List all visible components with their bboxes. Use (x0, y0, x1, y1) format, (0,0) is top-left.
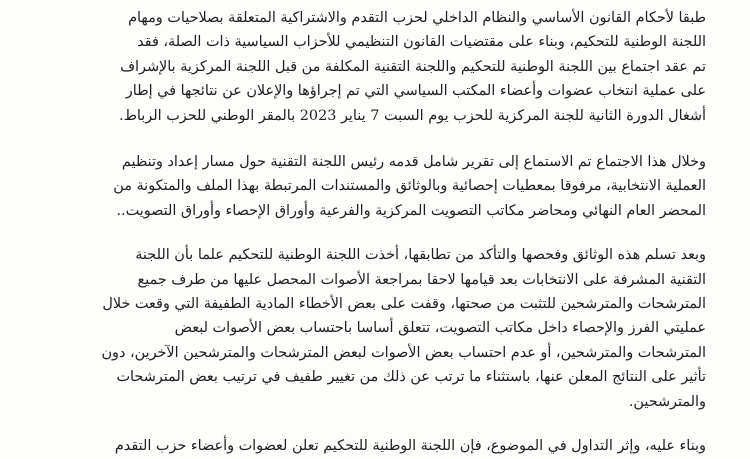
text-line: اللجنة الوطنية للتحكيم، وبناء على مقتضيات القانون التنظيمي للأحزاب السياسية ذات الصلة، فقد (137, 34, 706, 51)
text-line: العملية الانتخابية، مرفوقا بمعطيات إحصائية وبالوثائق والمستندات المرتبطة بهذا الملف والمتكونة من (113, 178, 706, 195)
paragraph-gap (44, 223, 706, 243)
text-line: على عملية انتخاب عضوات وأعضاء المكتب السياسي التي تم إجراؤها والإعلان عن نتائجها في إطار (125, 83, 706, 100)
text-line: وبعد تسلم هذه الوثائق وفحصها والتأكد من تطابقها، أخذت اللجنة الوطنية للتحكيم علما بأن اللجنة (135, 247, 706, 264)
text-line: المحضر العام النهائي ومحاضر مكاتب التصويت المركزية والفرعية وأوراق الإحصاء وأوراق التصويت.. (116, 202, 706, 219)
text-line: وبناء عليه، وإثر التداول في الموضوع، فإن اللجنة الوطنية للتحكيم تعلن لعضوات وأعضاء حزب التقدم (114, 438, 706, 455)
text-line: والمترشحين. (628, 393, 706, 410)
text-line: أشغال الدورة الثانية للجنة المركزية للحزب يوم السبت 7 يناير 2023 بالمقر الوطني للحزب الرباط. (119, 107, 706, 124)
paragraph-2 (44, 150, 706, 223)
text-line: تأثير على النتائج المعلن عنها، باستثناء ما ترتب عن ذلك من تغيير طفيف في ترتيب بعض المترشحات (116, 369, 706, 386)
paragraph-gap (44, 128, 706, 150)
text-line: عمليتي الفرز والإحصاء داخل مكاتب التصويت، تتعلق أساسا باحتساب بعض الأصوات لبعض (174, 320, 706, 337)
text-line: طبقا لأحكام القانون الأساسي والنظام الداخلي لحزب التقدم والاشتراكية المتعلقة بصلاحيات ومهام (128, 10, 706, 26)
paragraph-3 (44, 243, 706, 414)
paragraph-4 (44, 434, 706, 458)
text-line: وخلال هذا الاجتماع تم الاستماع إلى تقرير شامل قدمه رئيس اللجنة التقنية حول مسار إعداد وتنظيم (121, 154, 706, 171)
text-line: تم عقد اجتماع بين اللجنة الوطنية للتحكيم واللجنة التقنية المكلفة من قبل اللجنة المركزية بالإشراف (120, 58, 706, 75)
paragraph-1 (44, 6, 706, 128)
text-line: المترشحات والمترشحين للتثبت من صحتها، وقفت على بعض الأخطاء المادية الطفيفة التي وقعت خلال (102, 296, 706, 313)
text-line: المترشحات والمترشحين، أو عدم احتساب بعض الأصوات لبعض المترشحات والمترشحين الآخرين، دون (101, 344, 706, 361)
text-line: التقنية المشرفة على الانتخابات بعد قيامها لاحقا بمراجعة الأصوات المحصل عليها من طرف جميع (137, 271, 706, 288)
paragraph-gap (44, 414, 706, 434)
